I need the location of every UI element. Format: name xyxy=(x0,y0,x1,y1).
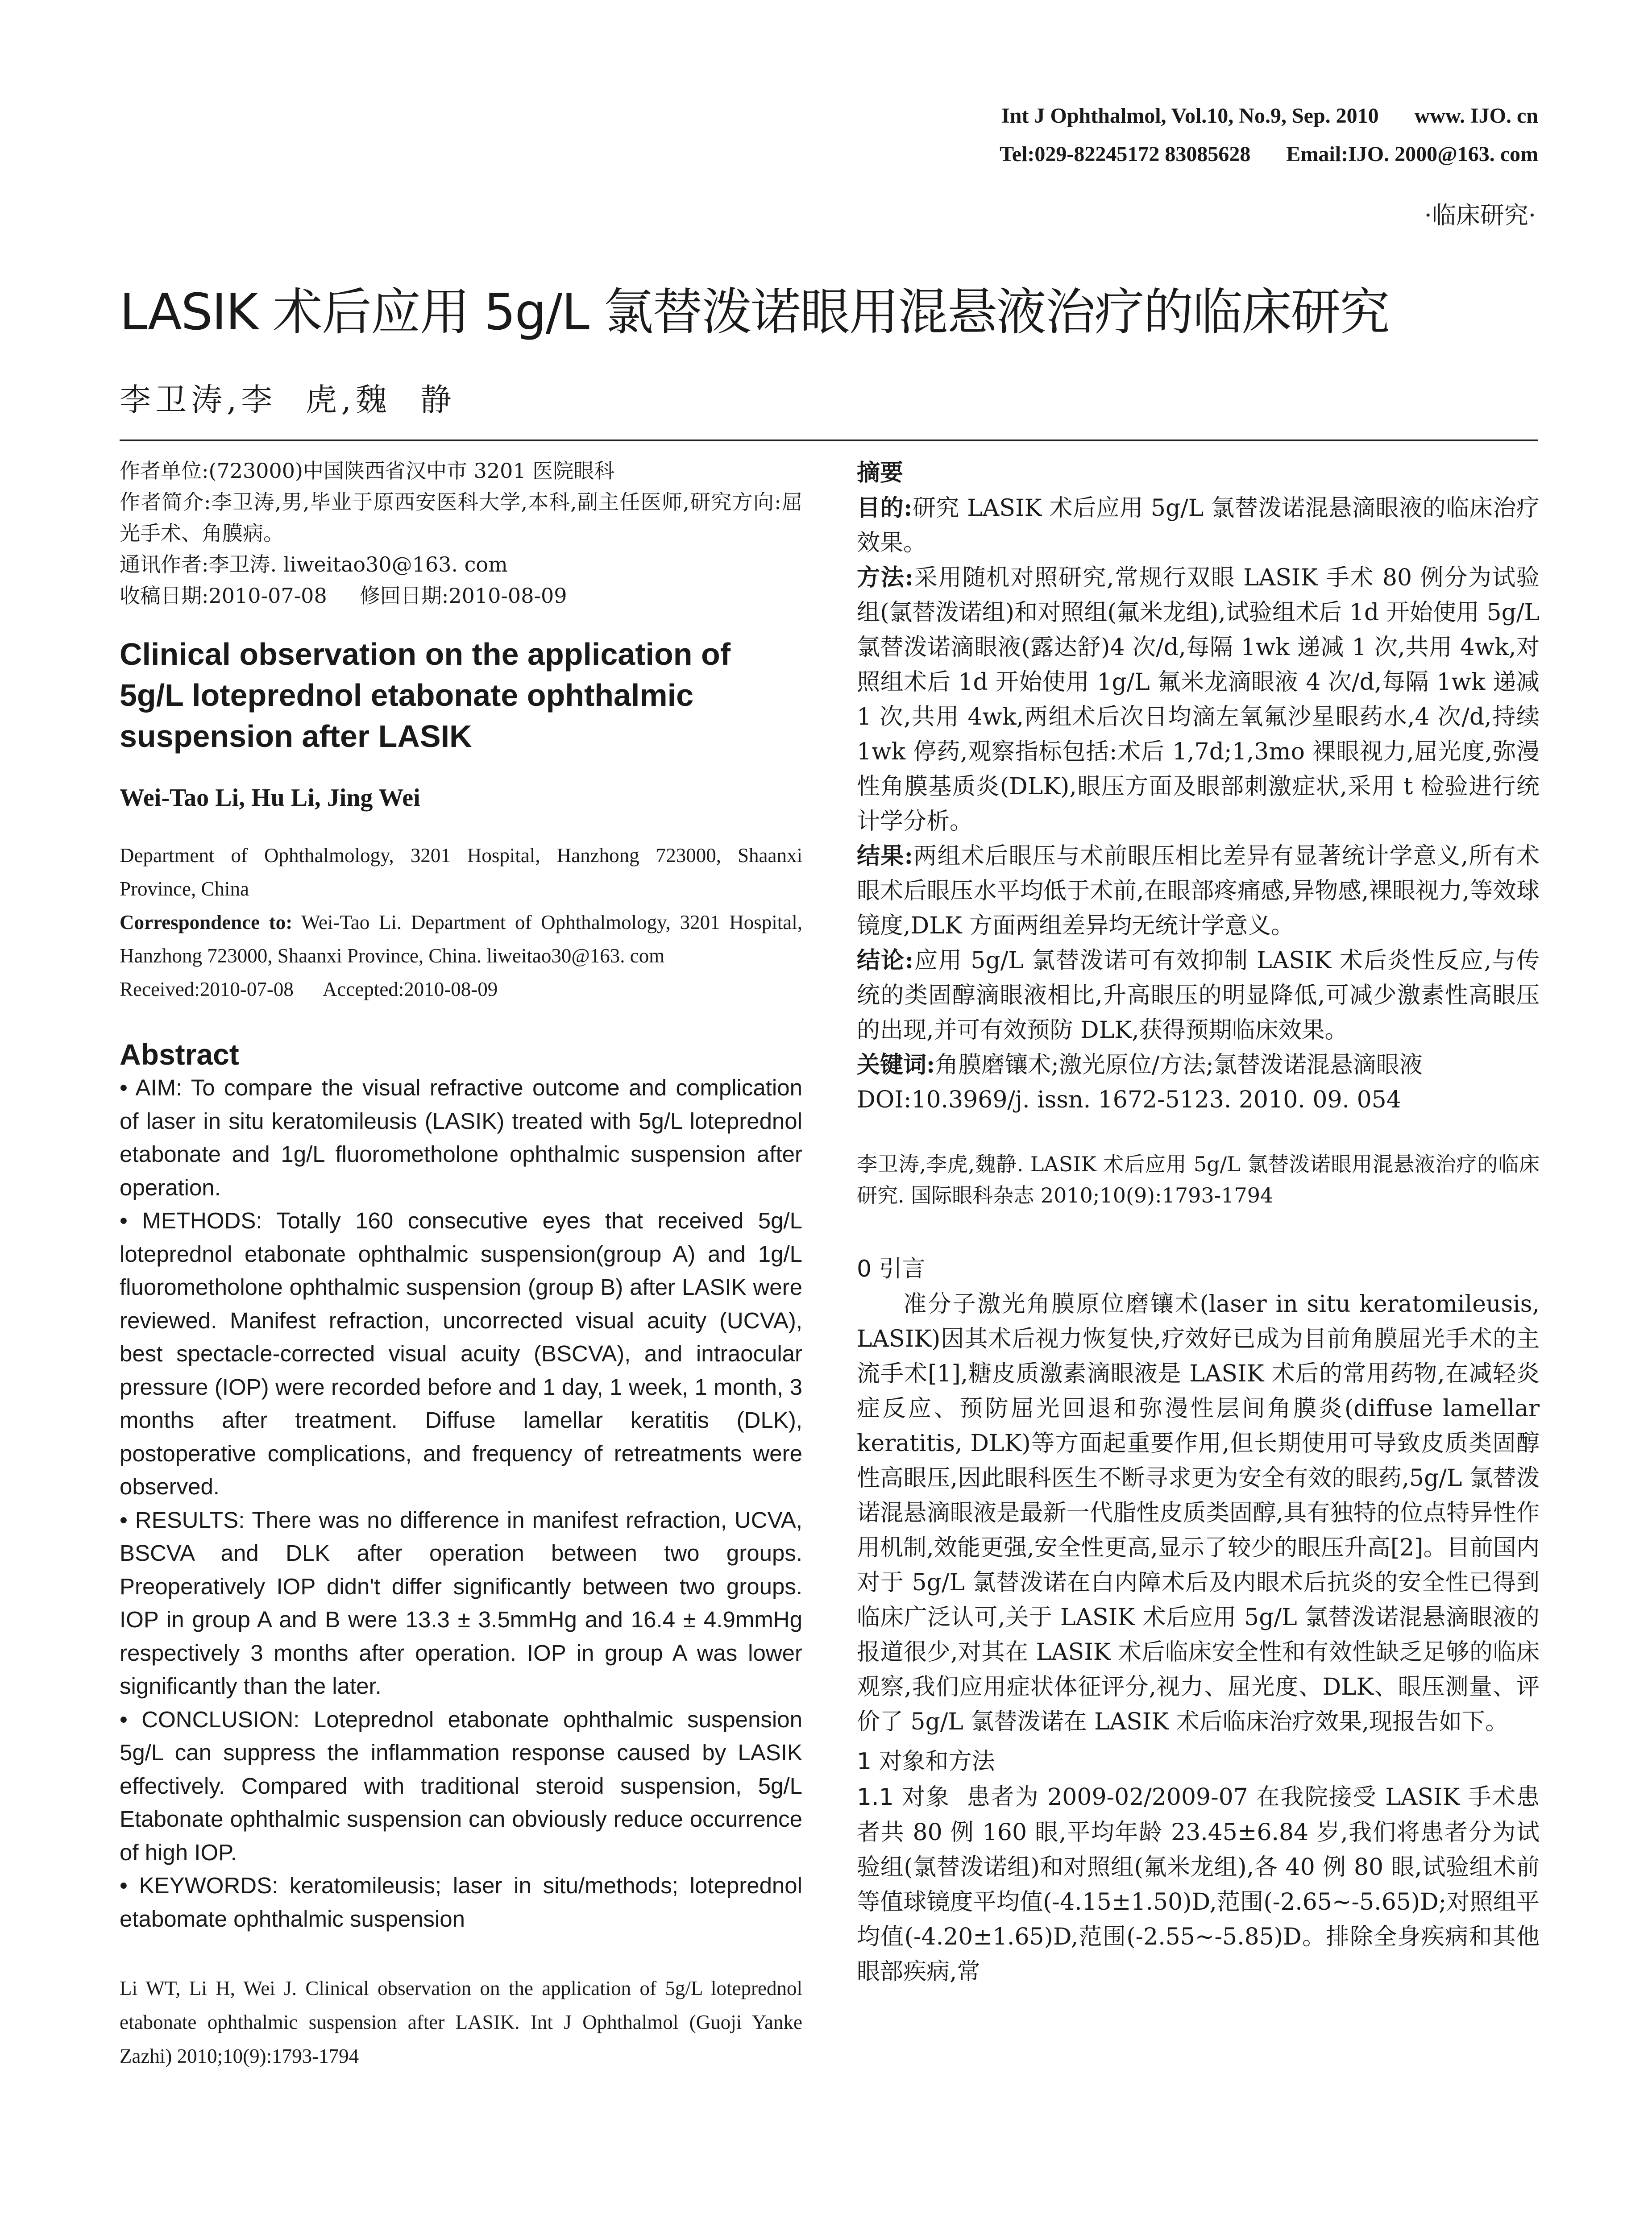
english-dates: Received:2010-07-08 Accepted:2010-08-09 xyxy=(120,978,498,1000)
zy-keywords xyxy=(857,1048,1540,1082)
zy-methods-label: 方法: xyxy=(857,564,913,591)
abstract-heading: Abstract xyxy=(120,1038,239,1071)
article-title: LASIK 术后应用 5g/L 氯替泼诺眼用混悬液治疗的临床研究 xyxy=(120,283,1389,341)
zy-methods-text: 采用随机对照研究,常规行双眼 LASIK 手术 80 例分为试验组(氯替泼诺组)和对照组(氟米龙组),试验组术后 1d 开始使用 5g/L 氯替泼诺滴眼液(露达舒)4 次/d,每隔 1wk 递减 1 次,共用 4wk,对照组术后 1d 开始使用 1g/L 氟米龙滴眼液 4 次/d,每隔 1wk 递减 1 次,共用 4wk,两组术后次日均滴左氧氟沙星眼药水,4 次/d,持续 1wk 停药,观察指标包括:术后 1,7d;1,3mo 裸眼视力,屈光度,弥漫性角膜基质炎(DLK),眼压方面及眼部刺激症状,采用 t 检验进行统计学分析。 xyxy=(857,564,1540,835)
zy-results-text: 两组术后眼压与术前眼压相比差异有显著统计学意义,所有术眼术后眼压水平均低于术前,在眼部疼痛感,异物感,裸眼视力,等效球镜度,DLK 方面两组差异均无统计学意义。 xyxy=(857,843,1540,939)
cn-citation: 李卫涛,李虎,魏静. LASIK 术后应用 5g/L 氯替泼诺眼用混悬液治疗的临床研究. 国际眼科杂志 2010;10(9):1793-1794 xyxy=(857,1152,1540,1207)
authors-cn: 李卫涛,李 虎,魏 静 xyxy=(120,382,456,418)
english-title: Clinical observation on the application of 5g/L loteprednol etabonate ophthalmic suspension after LASIK xyxy=(120,637,731,754)
info-dates: 收稿日期:2010-07-08 修回日期:2010-08-09 xyxy=(120,584,567,608)
zy-methods xyxy=(857,560,1540,839)
journal-tel: Tel:029-82245172 83085628 xyxy=(1000,142,1251,166)
right-column xyxy=(857,455,1540,1989)
english-correspondence xyxy=(120,906,802,973)
zy-results xyxy=(857,839,1540,943)
journal-site[interactable]: www. IJO. cn xyxy=(1414,104,1538,128)
subjects-paragraph xyxy=(857,1779,1540,1989)
correspondence-label: Correspondence to: xyxy=(120,911,293,933)
zy-aim xyxy=(857,491,1540,560)
abstract-results: • RESULTS: There was no difference in manifest refraction, UCVA, BSCVA and DLK after operation between two groups. Preoperatively IOP didn't differ significantly between two groups. IOP in group A and B were 13.3 ± 3.5mmHg and 16.4 ± 4.9mmHg respectively 3 months after operation. IOP in group A was lower significantly than the later. xyxy=(120,1507,802,1699)
zy-aim-text: 研究 LASIK 术后应用 5g/L 氯替泼诺混悬滴眼液的临床治疗效果。 xyxy=(857,495,1540,556)
zy-keywords-label: 关键词: xyxy=(857,1051,935,1078)
subjects-text: 患者为 2009-02/2009-07 在我院接受 LASIK 手术患者共 80 例 160 眼,平均年龄 23.45±6.84 岁,我们将患者分为试验组(氯替泼诺组)和对照组(氟米龙组),各 40 例 80 眼,试验组术前等值球镜度平均值(-4.15±1.50)D,范围(-2.65~-5.65)D;对照组平均值(-4.20±1.65)D,范围(-2.55~-5.85)D。排除全身疾病和其他眼部疾病,常 xyxy=(857,1784,1540,1985)
methods-heading: 1 对象和方法 xyxy=(857,1748,995,1775)
zy-conclusion-text: 应用 5g/L 氯替泼诺可有效抑制 LASIK 术后炎性反应,与传统的类固醇滴眼液相比,升高眼压的明显降低,可减少激素性高眼压的出现,并可有效预防 DLK,获得预期临床效果。 xyxy=(857,947,1540,1044)
zy-aim-label: 目的: xyxy=(857,494,913,522)
title-divider xyxy=(120,440,1538,441)
intro-heading: 0 引言 xyxy=(857,1256,926,1282)
english-affiliation: Department of Ophthalmology, 3201 Hospital, Hanzhong 723000, Shaanxi Province, China xyxy=(120,844,802,900)
zy-conclusion xyxy=(857,943,1540,1048)
english-authors: Wei-Tao Li, Hu Li, Jing Wei xyxy=(120,784,420,812)
zy-results-label: 结果: xyxy=(857,842,913,870)
zy-heading: 摘要 xyxy=(857,459,904,486)
info-affiliation: 作者单位:(723000)中国陕西省汉中市 3201 医院眼科 xyxy=(120,459,615,483)
journal-email[interactable]: Email:IJO. 2000@163. com xyxy=(1286,142,1538,166)
zy-keywords-text: 角膜磨镶术;激光原位/方法;氯替泼诺混悬滴眼液 xyxy=(935,1052,1423,1078)
info-correspondence: 通讯作者:李卫涛. liweitao30@163. com xyxy=(120,552,508,576)
zy-conclusion-label: 结论: xyxy=(857,947,914,974)
info-bio: 作者简介:李卫涛,男,毕业于原西安医科大学,本科,副主任医师,研究方向:屈光手术、角膜病。 xyxy=(120,490,802,545)
journal-header-line2 xyxy=(1000,142,1538,166)
abstract-methods: • METHODS: Totally 160 consecutive eyes that received 5g/L loteprednol etabonate ophthalmic suspension(group A) and 1g/L fluorometholone ophthalmic suspension (group B) after LASIK were reviewed. Manifest refraction, uncorrected visual acuity (UCVA), best spectacle-corrected visual acuity (BSCVA), and intraocular pressure (IOP) were recorded before and 1 day, 1 week, 1 month, 3 months after treatment. Diffuse lamellar keratitis (DLK), postoperative complications, and frequency of retreatments were observed. xyxy=(120,1208,802,1499)
abstract-aim: • AIM: To compare the visual refractive outcome and complication of laser in situ keratomileusis (LASIK) treated with 5g/L loteprednol etabonate and 1g/L fluorometholone ophthalmic suspension after operation. xyxy=(120,1075,802,1200)
left-column xyxy=(120,455,802,2073)
journal-info: Int J Ophthalmol, Vol.10, No.9, Sep. 2010 xyxy=(1001,104,1379,128)
abstract-conclusion: • CONCLUSION: Loteprednol etabonate ophthalmic suspension 5g/L can suppress the inflammation response caused by LASIK effectively. Compared with traditional steroid suspension, 5g/L Etabonate ophthalmic suspension can obviously reduce occurrence of high IOP. xyxy=(120,1706,802,1865)
journal-header-line1 xyxy=(1001,104,1538,128)
correspondence-text: Wei-Tao Li. Department of Ophthalmology, 3201 Hospital, Hanzhong 723000, Shaanxi Province, China. liweitao30@163. com xyxy=(120,911,802,967)
section-tag: ·临床研究· xyxy=(1424,201,1536,229)
intro-text: 准分子激光角膜原位磨镶术(laser in situ keratomileusis, LASIK)因其术后视力恢复快,疗效好已成为目前角膜屈光手术的主流手术[1],糖皮质激素滴眼液是 LASIK 术后的常用药物,在减轻炎症反应、预防屈光回退和弥漫性层间角膜炎(diffuse lamellar keratitis, DLK)等方面起重要作用,但长期使用可导致皮质类固醇性高眼压,因此眼科医生不断寻求更为安全有效的眼药,5g/L 氯替泼诺混悬滴眼液是最新一代脂性皮质类固醇,具有独特的位点特异性作用机制,效能更强,安全性更高,显示了较少的眼压升高[2]。目前国内对于 5g/L 氯替泼诺在白内障术后及内眼术后抗炎的安全性已得到临床广泛认可,关于 LASIK 术后应用 5g/L 氯替泼诺混悬滴眼液的报道很少,对其在 LASIK 术后临床安全性和有效性缺乏足够的临床观察,我们应用症状体征评分,视力、屈光度、DLK、眼压测量、评价了 5g/L 氯替泼诺在 LASIK 术后临床治疗效果,现报告如下。 xyxy=(857,1291,1540,1735)
english-citation: Li WT, Li H, Wei J. Clinical observation on the application of 5g/L loteprednol etabonate ophthalmic suspension after LASIK. Int J Ophthalmol (Guoji Yanke Zazhi) 2010;10(9):1793-1794 xyxy=(120,1977,802,2067)
abstract-keywords: • KEYWORDS: keratomileusis; laser in situ/methods; loteprednol etabomate ophthalmic suspension xyxy=(120,1873,802,1932)
subjects-label: 1.1 对象 xyxy=(857,1784,951,1811)
zy-doi[interactable]: DOI:10.3969/j. issn. 1672-5123. 2010. 09. 054 xyxy=(857,1086,1401,1113)
